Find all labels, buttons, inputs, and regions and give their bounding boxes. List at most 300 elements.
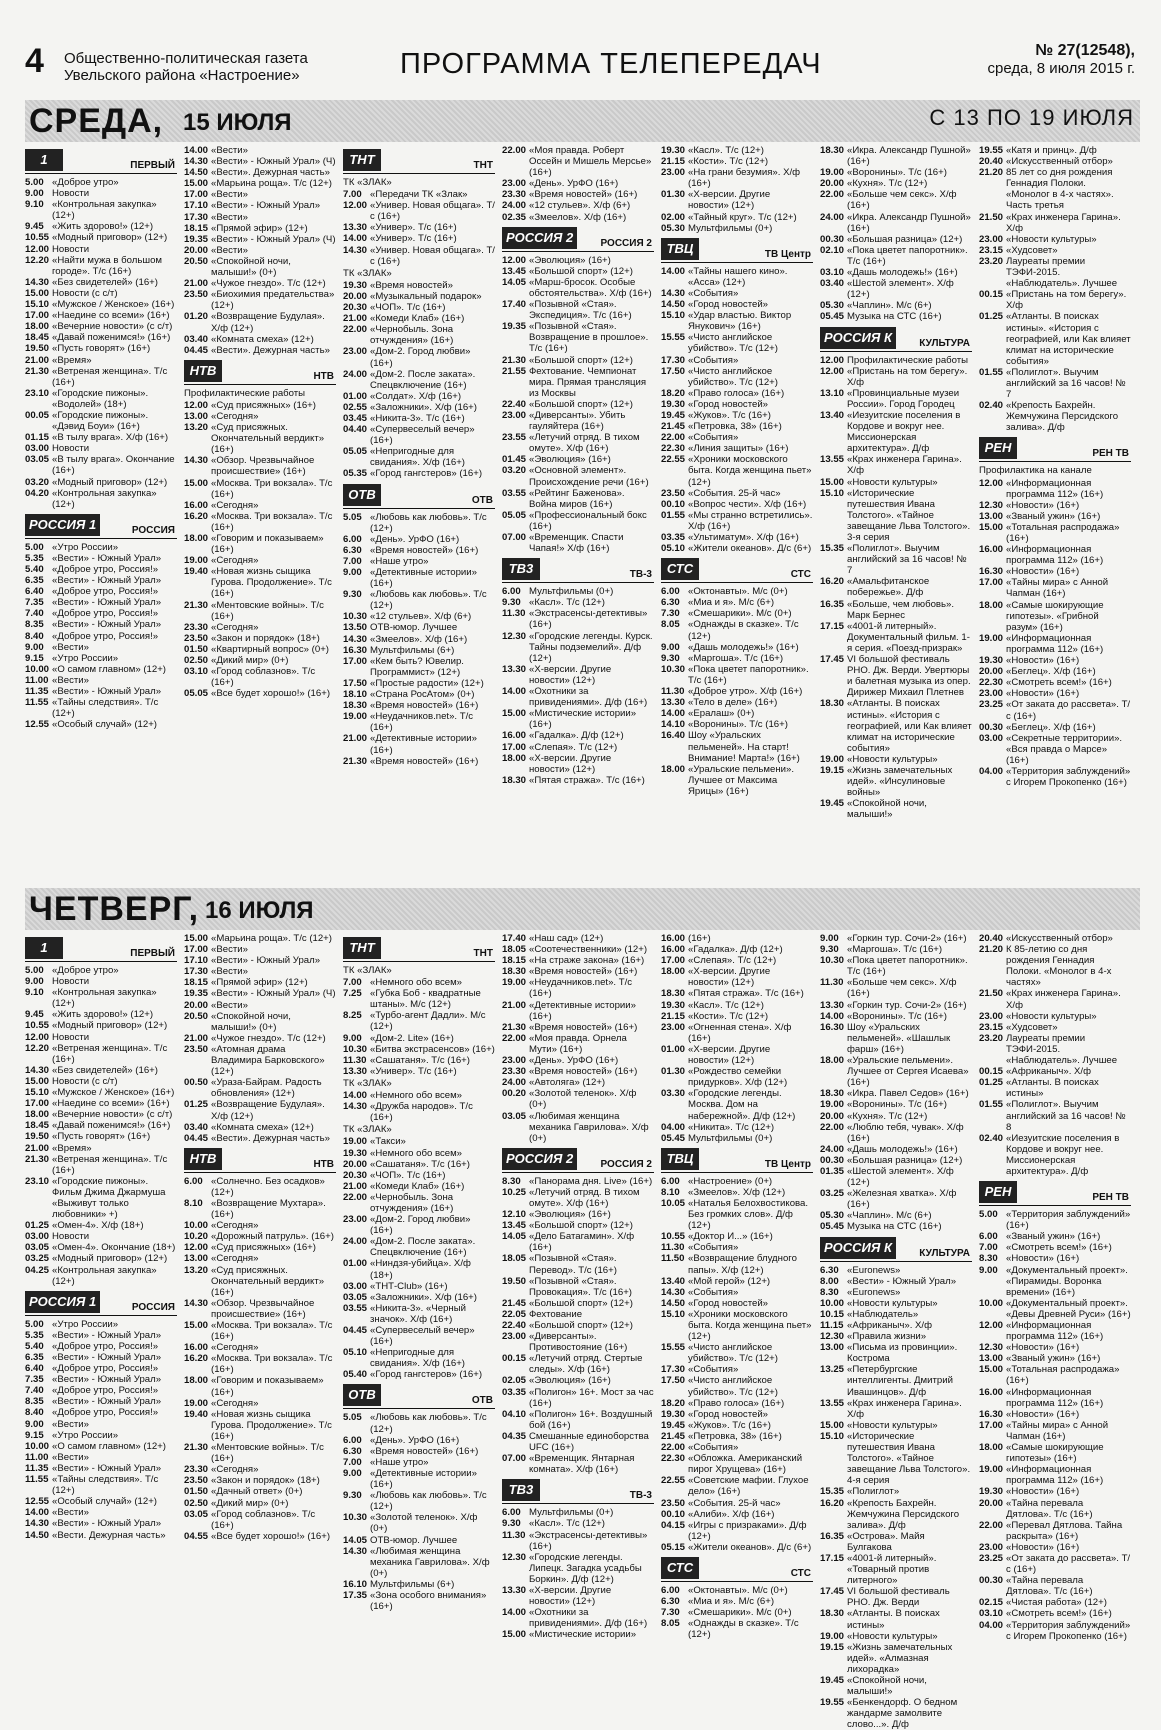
program-title: «Любовь как любовь». Т/с (12+) (370, 589, 487, 612)
channel-header (502, 225, 654, 252)
program-entry (184, 1033, 336, 1044)
program-entry (343, 324, 495, 346)
program-entry (502, 1331, 654, 1353)
program-title: «Вести» (211, 244, 248, 256)
program-time: 10.30 (343, 611, 368, 623)
program-title: «События» (688, 287, 739, 299)
program-time: 16.10 (343, 1578, 368, 1590)
program-time: 11.30 (661, 686, 685, 698)
program-title: «ЧОП». Т/с (16+) (370, 302, 446, 314)
channel-logo-icon: ТВЦ (661, 1148, 699, 1170)
program-time: 13.40 (661, 1275, 686, 1287)
channel-header (502, 556, 654, 583)
program-title: «Х-версии. Другие новости» (12+) (529, 663, 612, 686)
program-entry (820, 488, 972, 543)
program-time: 23.00 (979, 233, 1004, 245)
program-entry (25, 1352, 177, 1363)
program-entry (25, 1131, 177, 1142)
program-time: 20.00 (343, 1158, 368, 1170)
program-entry (502, 1220, 654, 1231)
program-title: «Москва. Три вокзала». Т/с (16+) (211, 510, 333, 533)
program-time: 20.00 (820, 1110, 845, 1122)
program-time: 10.30 (343, 1043, 368, 1055)
program-time: 19.15 (820, 1641, 845, 1653)
channel-logo-icon: ОТВ (343, 1384, 381, 1406)
program-time: 23.30 (184, 621, 209, 633)
program-title: «Маргоша». Т/с (16+) (847, 944, 943, 956)
program-entry (661, 586, 813, 597)
program-entry (502, 277, 654, 299)
program-title: «Диверсанты». Противостояние (16+) (529, 1331, 628, 1354)
program-title: «Советские мафии. Глухое дело» (16+) (688, 1475, 809, 1498)
program-title: «Доброе утро, Россия!» (52, 608, 159, 620)
program-title: Шоу «Уральских пельменей». На старт! Внимание! Марта!» (16+) (688, 730, 800, 764)
program-entry (502, 1209, 654, 1220)
program-title: «Крах инженера Гарина». Х/ф (847, 1397, 962, 1420)
channel-name: ОТВ (471, 1395, 493, 1407)
program-entry (820, 234, 972, 245)
program-entry (661, 410, 813, 421)
program-time: 19.15 (820, 764, 845, 776)
program-title: «Турбо-агент Дадли». М/с (12+) (370, 1010, 486, 1033)
program-entry (184, 345, 336, 356)
channel-name: РЕН ТВ (1092, 1192, 1129, 1204)
program-time: 05.45 (661, 1132, 686, 1144)
program-title: «Пятая стража». Т/с (16+) (529, 774, 645, 786)
program-title: «Катя и принц». Д/ф (1006, 145, 1097, 156)
program-title: «Информационная программа 112» (16+) (1006, 632, 1104, 655)
program-time: 15.00 (979, 521, 1004, 533)
program-title: «Город новостей» (688, 398, 769, 410)
program-entry (661, 719, 813, 730)
program-title: «Информационная программа 112» (16+) (1006, 1386, 1104, 1409)
program-title: «Доброе утро, Россия!» (52, 564, 159, 575)
program-title: «Euronews» (847, 1286, 901, 1298)
program-time: 14.00 (343, 1090, 368, 1102)
program-time: 18.30 (502, 966, 527, 978)
program-time: 24.00 (502, 200, 527, 212)
program-title: «Атланты. В поисках истины». «История с географией, или Как влияет климат на исторические события» (1006, 311, 1131, 367)
program-entry (502, 977, 654, 999)
program-title: «Экстрасенсы-детективы» (16+) (529, 608, 648, 631)
program-entry (343, 1101, 495, 1123)
program-entry (979, 733, 1131, 766)
program-entry (661, 664, 813, 686)
program-title: «Ультиматум». Х/ф (16+) (688, 532, 799, 543)
program-entry (343, 1412, 495, 1434)
program-title: Мультфильмы (0+) (688, 1132, 773, 1144)
program-time: 18.30 (820, 698, 845, 710)
program-time: 21.55 (502, 365, 527, 377)
program-entry (25, 199, 177, 221)
program-title: «Тайна перевала Дятлова». Т/с (16+) (1006, 1575, 1093, 1598)
program-title: «Спокойной ночи, малыши!» (0+) (211, 255, 291, 279)
program-time: 9.45 (25, 1009, 44, 1021)
program-time: 05.10 (343, 1347, 368, 1359)
program-title: «О самом главном» (12+) (52, 663, 167, 675)
program-title: «Омен-4». Окончание (18+) (52, 1242, 176, 1254)
program-entry (343, 1281, 495, 1292)
schedule-column (661, 145, 813, 797)
program-entry (820, 1309, 972, 1320)
program-time: 02.50 (184, 1497, 209, 1509)
program-entry (343, 369, 495, 391)
program-entry (502, 266, 654, 277)
program-title: «Вести» - Южный Урал» (52, 1374, 162, 1386)
program-title: «Ветреная женщина». Т/с (16+) (52, 1153, 168, 1176)
program-time: 7.40 (25, 608, 44, 620)
program-entry (25, 1043, 177, 1065)
program-entry (502, 730, 654, 741)
program-entry (502, 933, 654, 944)
program-time: 04.10 (502, 1408, 527, 1420)
program-entry (820, 599, 972, 621)
program-time: 23.00 (343, 1214, 368, 1226)
program-entry (820, 698, 972, 753)
program-time: 15.00 (502, 708, 527, 720)
program-title: «От заката до рассвета». Т/с (16+) (1006, 699, 1131, 722)
program-time: 02.50 (184, 655, 209, 667)
program-time: 05.10 (661, 543, 686, 555)
program-time: 02.10 (820, 244, 845, 256)
program-time: 11.15 (820, 1320, 844, 1331)
program-title: «Немного обо всем» (370, 1090, 463, 1102)
program-entry (820, 212, 972, 234)
channel-header (661, 1555, 813, 1582)
channel-logo-icon: РОССИЯ 1 (25, 1291, 100, 1313)
program-entry (25, 542, 177, 553)
program-title: «Новости культуры» (847, 1419, 938, 1431)
program-time: 22.30 (661, 443, 686, 455)
program-title: «Время новостей» (16+) (370, 755, 479, 767)
program-entry (502, 1276, 654, 1298)
program-entry (661, 1475, 813, 1497)
program-time: 20.30 (343, 1169, 368, 1181)
program-time: 03.55 (502, 487, 527, 499)
program-time: 23.15 (979, 244, 1004, 256)
program-title: «События» (688, 1442, 739, 1454)
program-time: 16.00 (661, 944, 686, 956)
program-time: 5.00 (25, 541, 44, 553)
program-entry (25, 675, 177, 686)
program-title: «Детективные истории» (16+) (529, 999, 636, 1022)
program-entry (343, 446, 495, 468)
program-time: 04.45 (184, 1132, 209, 1144)
program-time: 6.00 (343, 1434, 362, 1446)
schedule-note: ТК «ЗЛАК» (343, 965, 392, 976)
program-title: «Большой спорт» (12+) (529, 1320, 633, 1331)
program-time: 01.00 (343, 1258, 368, 1270)
program-time: 04.00 (661, 1121, 686, 1133)
program-title: «4001-й литерный». Документальный фильм. 1-я серия. «Поезд-призрак» (847, 620, 970, 654)
program-time: 14.00 (820, 1010, 845, 1022)
program-time: 18.05 (502, 944, 527, 956)
program-time: 18.15 (502, 955, 527, 967)
program-entry (184, 566, 336, 599)
program-time: 07.00 (502, 532, 527, 543)
program-title: «Основной элемент». Происхождение речи (16+) (529, 465, 649, 488)
program-entry (25, 1407, 177, 1418)
program-time: 03.40 (184, 333, 209, 345)
program-entry (25, 1430, 177, 1441)
program-entry (661, 597, 813, 608)
program-time: 18.20 (661, 387, 686, 399)
program-entry (184, 1486, 336, 1497)
program-title: «Большой спорт» (12+) (529, 1297, 633, 1309)
section-title: ПРОГРАММА ТЕЛЕПЕРЕДАЧ (400, 48, 822, 80)
program-title: «Гадалка». Д/ф (12+) (529, 730, 624, 742)
program-entry (343, 733, 495, 755)
program-title: «События» (688, 354, 739, 366)
program-title: «Любимая женщина механика Гаврилова». Х/ф (0+) (370, 1545, 490, 1579)
schedule-column (502, 145, 654, 786)
program-entry (25, 1463, 177, 1474)
program-title: «Самые шокирующие гипотезы». «Грибной разум» (16+) (1006, 599, 1104, 633)
program-entry (979, 256, 1131, 289)
program-time: 7.25 (343, 988, 362, 1000)
program-entry (343, 1325, 495, 1347)
program-entry (502, 631, 654, 664)
program-time: 20.00 (343, 290, 368, 302)
program-title: «Вечерние новости» (с с/т) (52, 321, 173, 333)
program-entry (184, 1398, 336, 1409)
program-entry (184, 245, 336, 256)
program-entry (343, 622, 495, 633)
program-title: «Вести» (211, 966, 248, 978)
program-title: «Детективные истории» (16+) (370, 1467, 477, 1491)
program-entry (820, 798, 972, 820)
program-title: «Однажды в сказке». Т/с (12+) (688, 1618, 799, 1641)
program-entry (820, 178, 972, 189)
program-entry (661, 653, 813, 664)
program-time: 12.00 (979, 1320, 1004, 1331)
program-title: «Ментовские войны». Т/с (16+) (211, 599, 324, 622)
program-time: 23.20 (979, 255, 1004, 267)
program-time: 17.30 (184, 211, 209, 223)
program-entry (343, 656, 495, 678)
program-title: «Вести» (52, 1451, 89, 1463)
program-entry (661, 1409, 813, 1420)
program-entry (25, 1242, 177, 1253)
program-time: 13.00 (979, 510, 1004, 522)
program-entry (25, 586, 177, 597)
program-time: 21.00 (343, 733, 368, 745)
program-entry (502, 955, 654, 966)
channel-logo-icon: 1 (25, 937, 63, 959)
program-entry (661, 944, 813, 955)
program-entry (979, 511, 1131, 522)
program-title: «Горкин тур. Сочи-2» (16+) (847, 933, 967, 944)
program-title: Новости (52, 443, 90, 455)
program-entry (343, 200, 495, 222)
program-entry (343, 424, 495, 446)
program-entry (25, 1076, 177, 1087)
program-time: 23.50 (661, 487, 686, 499)
program-entry (25, 619, 177, 630)
program-time: 14.30 (661, 1286, 686, 1298)
program-title: «События. 25-й час» (688, 1497, 781, 1509)
program-time: 19.30 (343, 279, 368, 291)
program-title: «Универ». Т/с (16+) (370, 222, 457, 234)
channel-header (661, 556, 813, 583)
program-time: 23.10 (25, 387, 50, 399)
program-entry (979, 478, 1131, 500)
program-time: 18.30 (661, 988, 686, 1000)
program-entry (343, 1546, 495, 1579)
program-entry (661, 933, 813, 944)
program-entry (820, 477, 972, 488)
program-time: 5.00 (979, 1209, 998, 1221)
program-time: 20.40 (979, 933, 1004, 944)
program-entry (25, 477, 177, 488)
program-entry (979, 311, 1131, 366)
program-title: «Пусть говорят» (16+) (52, 343, 151, 355)
program-title: «Возвращение Будулая». Х/ф (12+) (211, 1099, 325, 1122)
program-entry (979, 289, 1131, 311)
program-time: 21.00 (184, 1032, 209, 1044)
program-entry (343, 402, 495, 413)
schedule-column (502, 933, 654, 1640)
program-entry (25, 1265, 177, 1287)
program-entry (820, 1642, 972, 1675)
day-name: ЧЕТВЕРГ, (29, 890, 200, 928)
program-title: «Позывной «Стая». Возвращение в прошлое». Т/с (16+) (529, 321, 649, 355)
program-time: 02.40 (979, 400, 1004, 412)
program-entry (502, 944, 654, 955)
program-time: 17.00 (343, 655, 368, 667)
program-entry (502, 200, 654, 211)
program-entry (820, 955, 972, 977)
program-time: 00.10 (661, 498, 686, 510)
program-entry (184, 1133, 336, 1144)
program-title: «Новости» (16+) (1006, 499, 1080, 511)
program-time: 12.00 (820, 365, 845, 377)
program-entry (979, 766, 1131, 788)
program-entry (661, 1618, 813, 1640)
program-entry (25, 564, 177, 575)
program-entry (343, 700, 495, 711)
program-time: 21.30 (343, 755, 368, 767)
program-time: 12.20 (25, 1042, 50, 1054)
program-time: 03.20 (502, 465, 527, 477)
program-time: 15.00 (184, 1320, 209, 1331)
program-entry (502, 1507, 654, 1518)
program-entry (343, 391, 495, 402)
program-title: «Рейтинг Баженова». Война миров (16+) (529, 487, 625, 510)
program-title: «Чистая работа» (12+) (1006, 1597, 1107, 1609)
program-title: «Званый ужин» (16+) (1006, 1353, 1101, 1365)
program-time: 11.55 (25, 697, 49, 709)
program-entry (661, 1066, 813, 1088)
program-title: «Новости культуры» (1006, 1010, 1097, 1022)
program-title: «Новости» (16+) (1006, 1253, 1080, 1265)
program-entry (979, 1597, 1131, 1608)
program-time: 18.00 (820, 1055, 845, 1067)
program-title: «Возвращение блудного папы». Х/ф (12+) (688, 1253, 797, 1276)
program-time: 8.40 (25, 1407, 44, 1419)
program-title: «Страна РосАтом» (0+) (370, 689, 475, 701)
program-time: 9.30 (343, 589, 362, 601)
program-time: 13.30 (502, 663, 527, 675)
program-time: 22.00 (820, 1121, 845, 1133)
program-title: «Доброе утро, Россия!» (52, 586, 159, 598)
channel-logo-icon: 1 (25, 149, 63, 171)
program-time: 13.30 (343, 1065, 368, 1077)
program-time: 03.45 (343, 412, 368, 424)
program-time: 00.30 (979, 1575, 1004, 1587)
program-time: 13.30 (820, 999, 845, 1011)
program-title: «О самом главном» (12+) (52, 1440, 167, 1452)
program-time: 18.30 (343, 700, 368, 712)
program-title: «Городские пижоны». Фильм Джима Джармуша «Выживут только любовники» +) (52, 1175, 166, 1221)
program-time: 17.45 (820, 654, 845, 666)
program-time: 9.00 (25, 1418, 44, 1430)
channel-logo-icon: РОССИЯ 1 (25, 514, 100, 536)
program-time: 20.00 (979, 666, 1004, 678)
program-title: «Кем быть? Ювелир. Программист» (12+) (370, 655, 464, 678)
program-entry (502, 1231, 654, 1253)
program-title: «Доброе утро, Россия!» (52, 630, 159, 642)
program-time: 10.55 (25, 232, 50, 244)
program-time: 18.00 (979, 599, 1004, 611)
program-time: 21.00 (343, 313, 368, 325)
program-entry (25, 597, 177, 608)
channel-logo-icon: РЕН (979, 1181, 1017, 1203)
channel-header (25, 147, 177, 174)
program-entry (184, 278, 336, 289)
program-time: 00.20 (502, 1088, 527, 1100)
program-time: 9.00 (820, 933, 839, 944)
program-time: 14.30 (661, 287, 686, 299)
program-time: 01.25 (979, 1077, 1004, 1089)
program-time: 13.20 (184, 1264, 209, 1276)
program-entry (184, 1375, 336, 1397)
program-title: «Новости культуры» (847, 753, 938, 765)
program-title: «Супервеселый вечер» (16+) (370, 424, 475, 447)
program-time: 22.40 (502, 398, 527, 410)
program-time: 23.00 (502, 178, 527, 190)
program-title: «ЧОП». Т/с (16+) (370, 1169, 446, 1181)
program-title: «Полиглот». Выучим английский за 16 часов! № 8 (1006, 1099, 1126, 1133)
channel-logo-icon: СТС (661, 1557, 699, 1579)
program-title: «События» (688, 1242, 739, 1254)
program-entry (502, 966, 654, 977)
program-time: 05.35 (343, 468, 368, 480)
program-title: «Иезуитские поселения в Кордове и вокруг нее. Миссионерская архитектура». Д/ф (847, 409, 961, 455)
program-entry (502, 321, 654, 354)
program-title: «Городские пижоны». «Водолей» (18+) (52, 387, 149, 410)
program-time: 02.00 (661, 211, 686, 223)
program-entry (184, 666, 336, 688)
program-time: 13.50 (343, 622, 368, 634)
program-entry (979, 1265, 1131, 1298)
program-entry (979, 1077, 1131, 1099)
program-entry (820, 1498, 972, 1531)
program-time: 16.00 (184, 499, 209, 511)
program-title: «Комеди Клаб» (16+) (370, 313, 465, 325)
program-title: «Наблюдатель» (847, 1308, 919, 1320)
program-entry (502, 532, 654, 554)
program-time: 18.00 (979, 1442, 1004, 1454)
program-time: 21.45 (661, 1430, 686, 1442)
program-time: 17.15 (820, 620, 845, 632)
program-entry (979, 1420, 1131, 1442)
channel-header (25, 935, 177, 962)
program-entry (820, 1586, 972, 1608)
program-entry (184, 234, 336, 245)
program-entry (184, 289, 336, 311)
program-time: 21.30 (502, 1021, 527, 1033)
